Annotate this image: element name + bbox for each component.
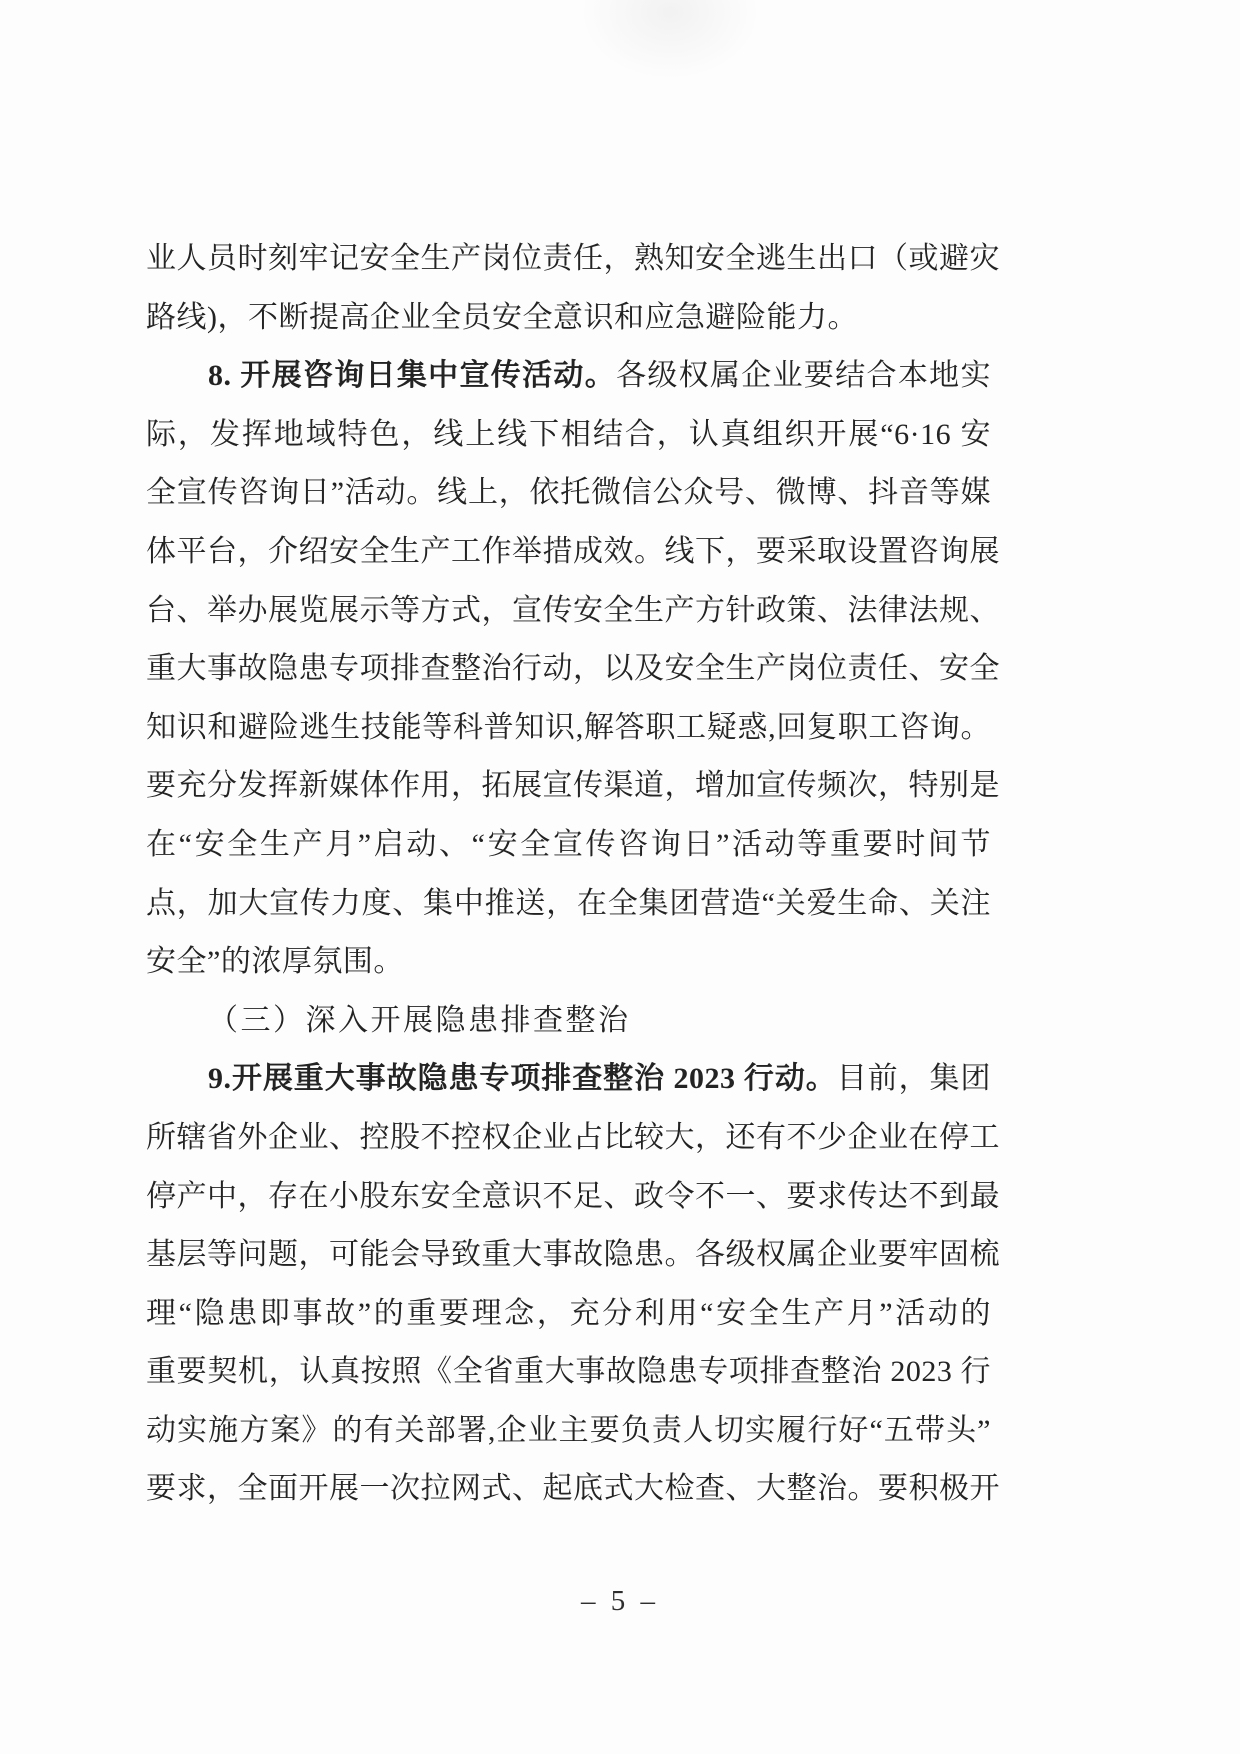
text-run: 目前，集团 [836, 1062, 991, 1096]
text-run: 重大事故隐患专项排查整治行动，以及安全生产岗位责任、安全 [146, 652, 1000, 686]
text-run: 点，加大宣传力度、集中推送，在全集团营造“关爱生命、关注 [146, 886, 991, 920]
text-line [146, 523, 1000, 582]
text-line [146, 1343, 991, 1402]
scan-smudge-artifact [580, 0, 760, 80]
text-line [146, 230, 1000, 289]
text-run: 各级权属企业要结合本地实 [616, 359, 991, 393]
text-run: 动实施方案》的有关部署,企业主要负责人切实履行好“五带头” [146, 1413, 991, 1447]
bold-text-run: 9.开展重大事故隐患专项排查整治 2023 行动。 [208, 1062, 837, 1096]
text-line [146, 464, 991, 523]
page-number: – 5 – [581, 1585, 659, 1617]
text-run: 台、举办展览展示等方式，宣传安全生产方针政策、法律法规、 [146, 593, 1000, 627]
text-run: 所辖省外企业、控股不控权企业占比较大，还有不少企业在停工 [146, 1120, 1000, 1154]
text-run: 际，发挥地域特色，线上线下相结合，认真组织开展“6·16 安 [146, 417, 991, 451]
text-run: （三）深入开展隐患排查整治 [208, 1003, 631, 1037]
text-run: 安全”的浓厚氛围。 [146, 945, 404, 979]
text-run: 全宣传咨询日”活动。线上，依托微信公众号、微博、抖音等媒 [146, 476, 991, 510]
text-line [146, 1285, 991, 1344]
text-run: 业人员时刻牢记安全生产岗位责任，熟知安全逃生出口（或避灾 [146, 242, 1000, 275]
text-run: 在“安全生产月”启动、“安全宣传咨询日”活动等重要时间节 [146, 827, 991, 861]
text-line [146, 816, 991, 875]
section-heading-line [146, 992, 991, 1051]
text-run: 理“隐患即事故”的重要理念，充分利用“安全生产月”活动的 [146, 1296, 991, 1330]
text-run: 体平台，介绍安全生产工作举措成效。线下，要采取设置咨询展 [146, 534, 1000, 568]
bold-text-run: 8. 开展咨询日集中宣传活动。 [208, 359, 617, 393]
text-run: 要充分发挥新媒体作用，拓展宣传渠道，增加宣传频次，特别是 [146, 769, 1000, 803]
text-line [146, 582, 1000, 641]
text-line [146, 347, 991, 406]
text-line [146, 1226, 1000, 1285]
text-line [146, 1460, 1000, 1519]
text-run: 重要契机，认真按照《全省重大事故隐患专项排查整治 2023 行 [146, 1355, 991, 1389]
text-run: 路线)，不断提高企业全员安全意识和应急避险能力。 [146, 300, 858, 334]
document-body [146, 230, 1000, 1519]
text-line [146, 640, 1000, 699]
text-run: 知识和避险逃生技能等科普知识,解答职工疑惑,回复职工咨询。 [146, 710, 991, 744]
text-line [146, 1168, 1000, 1227]
text-line [146, 1050, 991, 1109]
text-line [146, 1402, 991, 1461]
text-line [146, 875, 991, 934]
text-line [146, 289, 991, 348]
text-line [146, 933, 991, 992]
text-run: 基层等问题，可能会导致重大事故隐患。各级权属企业要牢固梳 [146, 1238, 1000, 1272]
text-line [146, 699, 991, 758]
text-line [146, 406, 991, 465]
text-line [146, 757, 1000, 816]
text-run: 要求，全面开展一次拉网式、起底式大检查、大整治。要积极开 [146, 1472, 1000, 1506]
text-run: 停产中，存在小股东安全意识不足、政令不一、要求传达不到最 [146, 1179, 1000, 1213]
text-line [146, 1109, 1000, 1168]
